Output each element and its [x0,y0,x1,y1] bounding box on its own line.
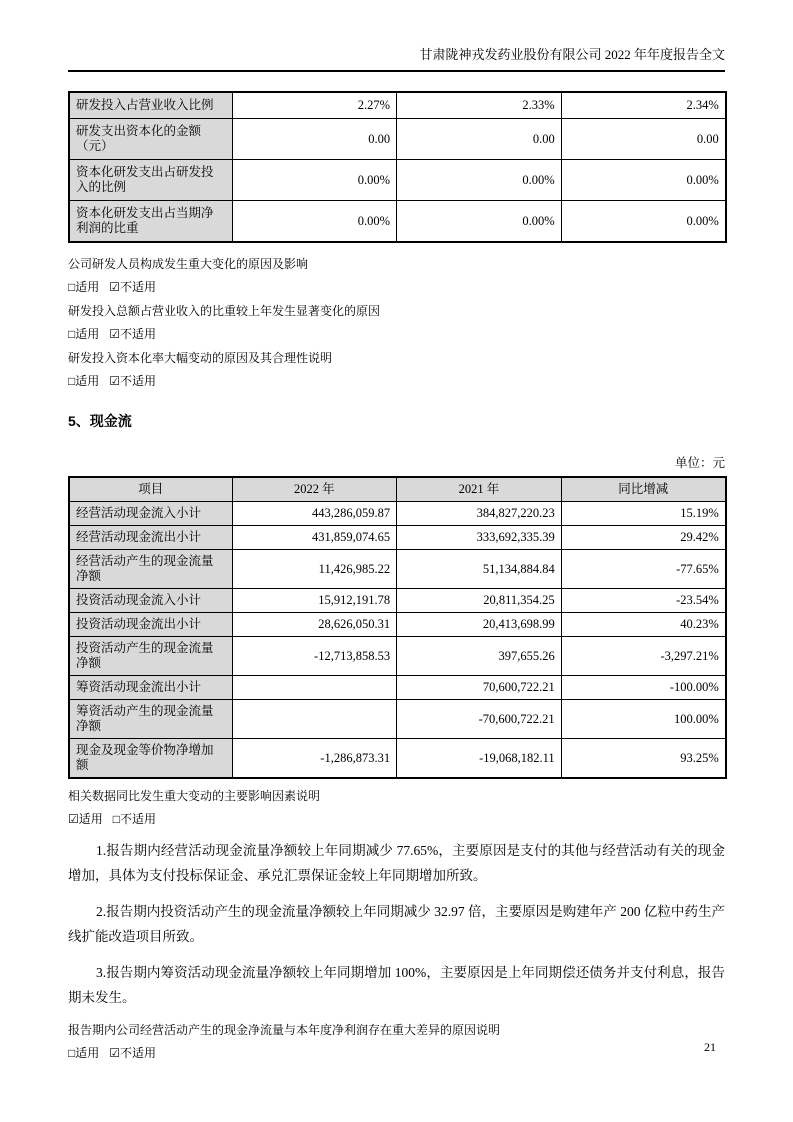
cash-flow-table [68,476,727,779]
cash-yoy-cell: 93.25% [561,739,726,779]
section-heading: 5、现金流 [68,413,132,429]
cash-yoy-cell: -77.65% [561,550,726,589]
cash-2022-cell [232,700,397,739]
checkbox-not-applicable: ☑不适用 [109,280,157,294]
cash-yoy-cell: -3,297.21% [561,637,726,676]
table-row [69,92,726,119]
rd-value-cell: 0.00% [561,160,726,201]
checkbox-applicable: □适用 [68,327,100,341]
cash-row-label: 投资活动产生的现金流量净额 [69,637,232,676]
cash-2021-cell: -70,600,722.21 [397,700,562,739]
table-row [69,676,726,700]
rd-value-cell: 0.00% [397,160,562,201]
cash-2022-cell: 431,859,074.65 [232,526,397,550]
statement-text: 研发投入资本化率大幅变动的原因及其合理性说明 [68,351,333,365]
rd-value-cell: 0.00 [232,119,397,160]
rd-value-cell: 0.00% [232,160,397,201]
rd-value-cell: 2.33% [397,92,562,119]
cash-yoy-cell: -100.00% [561,676,726,700]
cash-2022-cell: -12,713,858.53 [232,637,397,676]
cash-2022-cell [232,676,397,700]
table-row [69,502,726,526]
cash-row-label: 筹资活动产生的现金流量净额 [69,700,232,739]
checkbox-applicable: ☑适用 [68,812,103,826]
table-row [69,119,726,160]
cash-2021-cell: 20,413,698.99 [397,613,562,637]
cash-yoy-cell: 15.19% [561,502,726,526]
cash-2021-cell: 333,692,335.39 [397,526,562,550]
table-row [69,160,726,201]
rd-row-label: 资本化研发支出占当期净利润的比重 [69,201,232,243]
page-number: 21 [704,1040,716,1054]
cash-2022-cell: 11,426,985.22 [232,550,397,589]
page-content [68,0,725,1061]
cash-row-label: 投资活动现金流入小计 [69,589,232,613]
cash-2021-cell: -19,068,182.11 [397,739,562,779]
cash-2021-cell: 397,655.26 [397,637,562,676]
rd-value-cell: 0.00 [561,119,726,160]
cash-2021-cell: 70,600,722.21 [397,676,562,700]
table-row [69,613,726,637]
cash-2021-cell: 20,811,354.25 [397,589,562,613]
rd-row-label: 研发投入占营业收入比例 [69,92,232,119]
checkbox-applicable: □适用 [68,374,100,388]
checkbox-not-applicable: ☑不适用 [109,1046,157,1060]
applicability-line [68,1045,725,1061]
cash-row-label: 投资活动现金流出小计 [69,613,232,637]
cash-row-label: 经营活动现金流入小计 [69,502,232,526]
table-header-row [69,477,726,502]
table-row [69,700,726,739]
column-header: 2021 年 [397,477,562,502]
statement-text: 报告期内公司经营活动产生的现金净流量与本年度净利润存在重大差异的原因说明 [68,1023,501,1037]
rd-row-label: 研发支出资本化的金额（元） [69,119,232,160]
cash-yoy-cell: 100.00% [561,700,726,739]
table-row [69,589,726,613]
applicability-line [68,279,725,295]
rd-value-cell: 0.00% [561,201,726,243]
cash-2022-cell: -1,286,873.31 [232,739,397,779]
rd-value-cell: 0.00 [397,119,562,160]
note-paragraph: 3.报告期内筹资活动现金流量净额较上年同期增加 100%，主要原因是上年同期偿还债务并支付利息，报告期未发生。 [68,965,725,1005]
checkbox-not-applicable: □不适用 [112,812,157,826]
rd-value-cell: 0.00% [232,201,397,243]
cash-yoy-cell: 29.42% [561,526,726,550]
note-paragraph: 1.报告期内经营活动现金流量净额较上年同期减少 77.65%，主要原因是支付的其他与经营活动有关的现金增加，具体为支付投标保证金、承兑汇票保证金较上年同期增加所致。 [68,843,725,883]
rd-value-cell: 2.27% [232,92,397,119]
cash-row-label: 筹资活动现金流出小计 [69,676,232,700]
cash-row-label: 经营活动产生的现金流量净额 [69,550,232,589]
cash-2021-cell: 384,827,220.23 [397,502,562,526]
column-header: 同比增减 [561,477,726,502]
table-row [69,637,726,676]
cash-2022-cell: 443,286,059.87 [232,502,397,526]
cash-2022-cell: 28,626,050.31 [232,613,397,637]
table-row [69,201,726,243]
cash-2022-cell: 15,912,191.78 [232,589,397,613]
note-paragraph: 2.报告期内投资活动产生的现金流量净额较上年同期减少 32.97 倍，主要原因是购建年产 200 亿粒中药生产线扩能改造项目所致。 [68,904,725,944]
checkbox-applicable: □适用 [68,280,100,294]
rd-row-label: 资本化研发支出占研发投入的比例 [69,160,232,201]
rd-value-cell: 0.00% [397,201,562,243]
cash-row-label: 经营活动现金流出小计 [69,526,232,550]
statement-text: 研发投入总额占营业收入的比重较上年发生显著变化的原因 [68,304,381,318]
unit-label: 单位：元 [674,456,725,470]
applicability-line [68,326,725,342]
notes-heading: 相关数据同比发生重大变动的主要影响因素说明 [68,789,321,803]
applicability-line [68,811,725,827]
rd-investment-table [68,91,727,243]
applicability-line [68,373,725,389]
table-row [69,739,726,779]
rd-value-cell: 2.34% [561,92,726,119]
cash-2021-cell: 51,134,884.84 [397,550,562,589]
column-header: 项目 [69,477,232,502]
cash-row-label: 现金及现金等价物净增加额 [69,739,232,779]
cash-yoy-cell: -23.54% [561,589,726,613]
cash-yoy-cell: 40.23% [561,613,726,637]
table-row [69,526,726,550]
checkbox-not-applicable: ☑不适用 [109,374,157,388]
statement-text: 公司研发人员构成发生重大变化的原因及影响 [68,257,309,271]
table-row [69,550,726,589]
checkbox-not-applicable: ☑不适用 [109,327,157,341]
report-header-title: 甘肃陇神戎发药业股份有限公司 2022 年年度报告全文 [68,0,725,72]
checkbox-applicable: □适用 [68,1046,100,1060]
column-header: 2022 年 [232,477,397,502]
